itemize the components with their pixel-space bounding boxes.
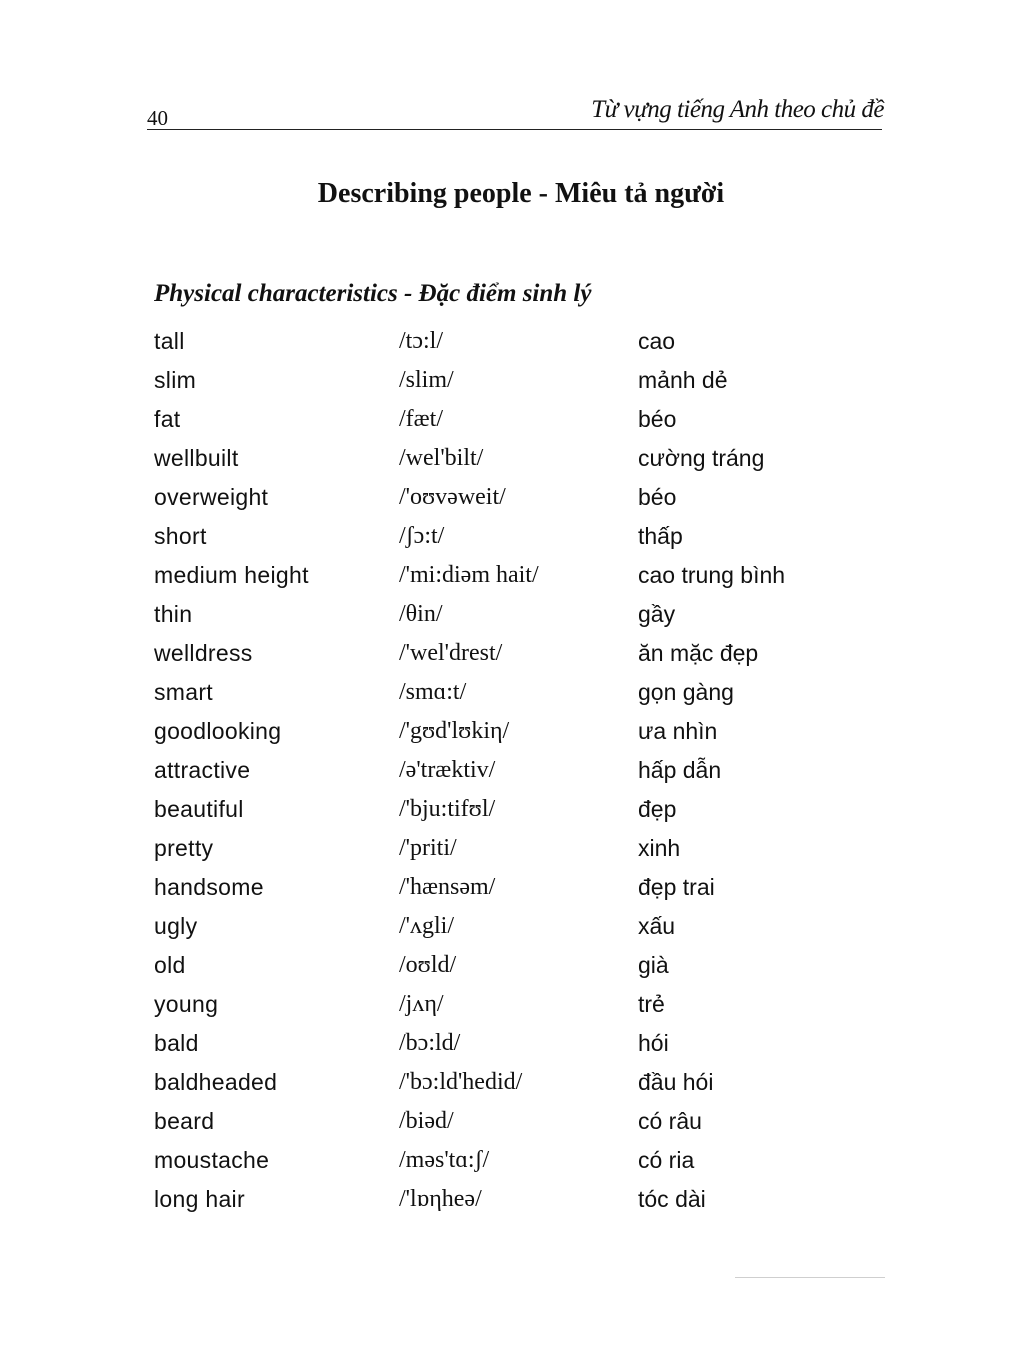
vocab-meaning: trẻ [638, 991, 665, 1017]
vocab-meaning: ưa nhìn [638, 718, 718, 744]
vocab-pronunciation: /smɑ:t/ [399, 679, 467, 705]
vocab-word: thin [154, 601, 193, 627]
vocab-pronunciation: /'hænsəm/ [399, 874, 496, 900]
vocab-row [154, 1180, 874, 1219]
vocab-row [154, 712, 874, 751]
vocab-word: young [154, 991, 219, 1017]
vocabulary-table [154, 322, 874, 1219]
footer-rule [735, 1277, 885, 1278]
vocab-pronunciation: /biəd/ [399, 1108, 454, 1134]
vocab-pronunciation: /θin/ [399, 601, 443, 627]
vocab-word: welldress [154, 640, 253, 666]
vocab-meaning: cường tráng [638, 445, 765, 471]
vocab-row [154, 1063, 874, 1102]
vocab-meaning: ăn mặc đẹp [638, 640, 759, 666]
vocab-word: old [154, 952, 186, 978]
vocab-meaning: gầy [638, 601, 676, 627]
vocab-row [154, 751, 874, 790]
vocab-meaning: gọn gàng [638, 679, 734, 705]
vocab-pronunciation: /'bɔ:ld'hedid/ [399, 1069, 523, 1095]
vocab-row [154, 673, 874, 712]
vocab-word: wellbuilt [154, 445, 239, 471]
vocab-row [154, 634, 874, 673]
vocab-meaning: tóc dài [638, 1186, 706, 1212]
vocab-row [154, 1024, 874, 1063]
vocab-word: beautiful [154, 796, 244, 822]
vocab-meaning: già [638, 952, 669, 978]
vocab-word: pretty [154, 835, 214, 861]
vocab-pronunciation: /'lɒηheə/ [399, 1186, 482, 1212]
vocab-row [154, 946, 874, 985]
page-number: 40 [147, 106, 168, 130]
vocab-word: short [154, 523, 207, 549]
vocab-meaning: xinh [638, 835, 681, 861]
vocab-meaning: có ria [638, 1147, 695, 1173]
vocab-row [154, 1141, 874, 1180]
vocab-row [154, 595, 874, 634]
running-title: Từ vựng tiếng Anh theo chủ đề [591, 96, 884, 123]
vocab-word: smart [154, 679, 213, 705]
vocab-meaning: hói [638, 1030, 669, 1056]
vocab-row [154, 1102, 874, 1141]
vocab-word: baldheaded [154, 1069, 278, 1095]
vocab-pronunciation: /'oʊvəweit/ [399, 484, 506, 510]
vocab-row [154, 868, 874, 907]
vocab-meaning: có râu [638, 1108, 702, 1134]
header-rule [147, 129, 882, 130]
vocab-word: long hair [154, 1186, 245, 1212]
vocab-word: slim [154, 367, 197, 393]
vocab-row [154, 556, 874, 595]
vocab-pronunciation: /'wel'drest/ [399, 640, 503, 666]
vocab-meaning: béo [638, 406, 677, 432]
vocab-pronunciation: /oʊld/ [399, 952, 457, 978]
vocab-pronunciation: /'ʌgli/ [399, 913, 454, 939]
vocab-meaning: cao trung bình [638, 562, 786, 588]
vocab-pronunciation: /fæt/ [399, 406, 444, 432]
vocab-pronunciation: /'gʊd'lʊkiη/ [399, 718, 510, 744]
vocab-word: moustache [154, 1147, 270, 1173]
vocab-meaning: đẹp trai [638, 874, 715, 900]
vocab-pronunciation: /məs'tɑ:ʃ/ [399, 1147, 490, 1173]
vocab-meaning: xấu [638, 913, 676, 939]
vocab-word: tall [154, 328, 185, 354]
vocab-word: ugly [154, 913, 198, 939]
vocab-pronunciation: /jʌη/ [399, 991, 444, 1017]
vocab-pronunciation: /'priti/ [399, 835, 457, 861]
vocab-row [154, 322, 874, 361]
vocab-meaning: hấp dẫn [638, 757, 722, 783]
vocab-pronunciation: /ʃɔ:t/ [399, 523, 445, 549]
vocab-row [154, 829, 874, 868]
vocab-pronunciation: /'bju:tifʊl/ [399, 796, 496, 822]
vocab-pronunciation: /slim/ [399, 367, 454, 393]
vocab-word: bald [154, 1030, 199, 1056]
vocab-meaning: béo [638, 484, 677, 510]
vocab-word: handsome [154, 874, 264, 900]
vocab-row [154, 790, 874, 829]
vocab-pronunciation: /'mi:diəm hait/ [399, 562, 539, 588]
vocab-word: overweight [154, 484, 269, 510]
vocab-row [154, 478, 874, 517]
vocab-pronunciation: /wel'bilt/ [399, 445, 484, 471]
vocab-meaning: cao [638, 328, 676, 354]
vocab-row [154, 361, 874, 400]
vocab-meaning: mảnh dẻ [638, 367, 728, 393]
vocab-row [154, 907, 874, 946]
vocab-meaning: thấp [638, 523, 683, 549]
vocab-word: medium height [154, 562, 309, 588]
vocab-word: fat [154, 406, 181, 432]
vocab-pronunciation: /bɔ:ld/ [399, 1030, 461, 1056]
vocab-word: goodlooking [154, 718, 282, 744]
vocab-row [154, 517, 874, 556]
vocab-pronunciation: /tɔ:l/ [399, 328, 443, 354]
vocab-word: attractive [154, 757, 251, 783]
page-title: Describing people - Miêu tả người [317, 178, 725, 209]
vocab-meaning: đầu hói [638, 1069, 714, 1095]
vocab-row [154, 439, 874, 478]
vocab-row [154, 985, 874, 1024]
vocab-row [154, 400, 874, 439]
vocab-word: beard [154, 1108, 215, 1134]
vocab-meaning: đẹp [638, 796, 677, 822]
section-heading: Physical characteristics - Đặc điểm sinh lý [154, 280, 592, 307]
vocab-pronunciation: /ə'træktiv/ [399, 757, 496, 783]
